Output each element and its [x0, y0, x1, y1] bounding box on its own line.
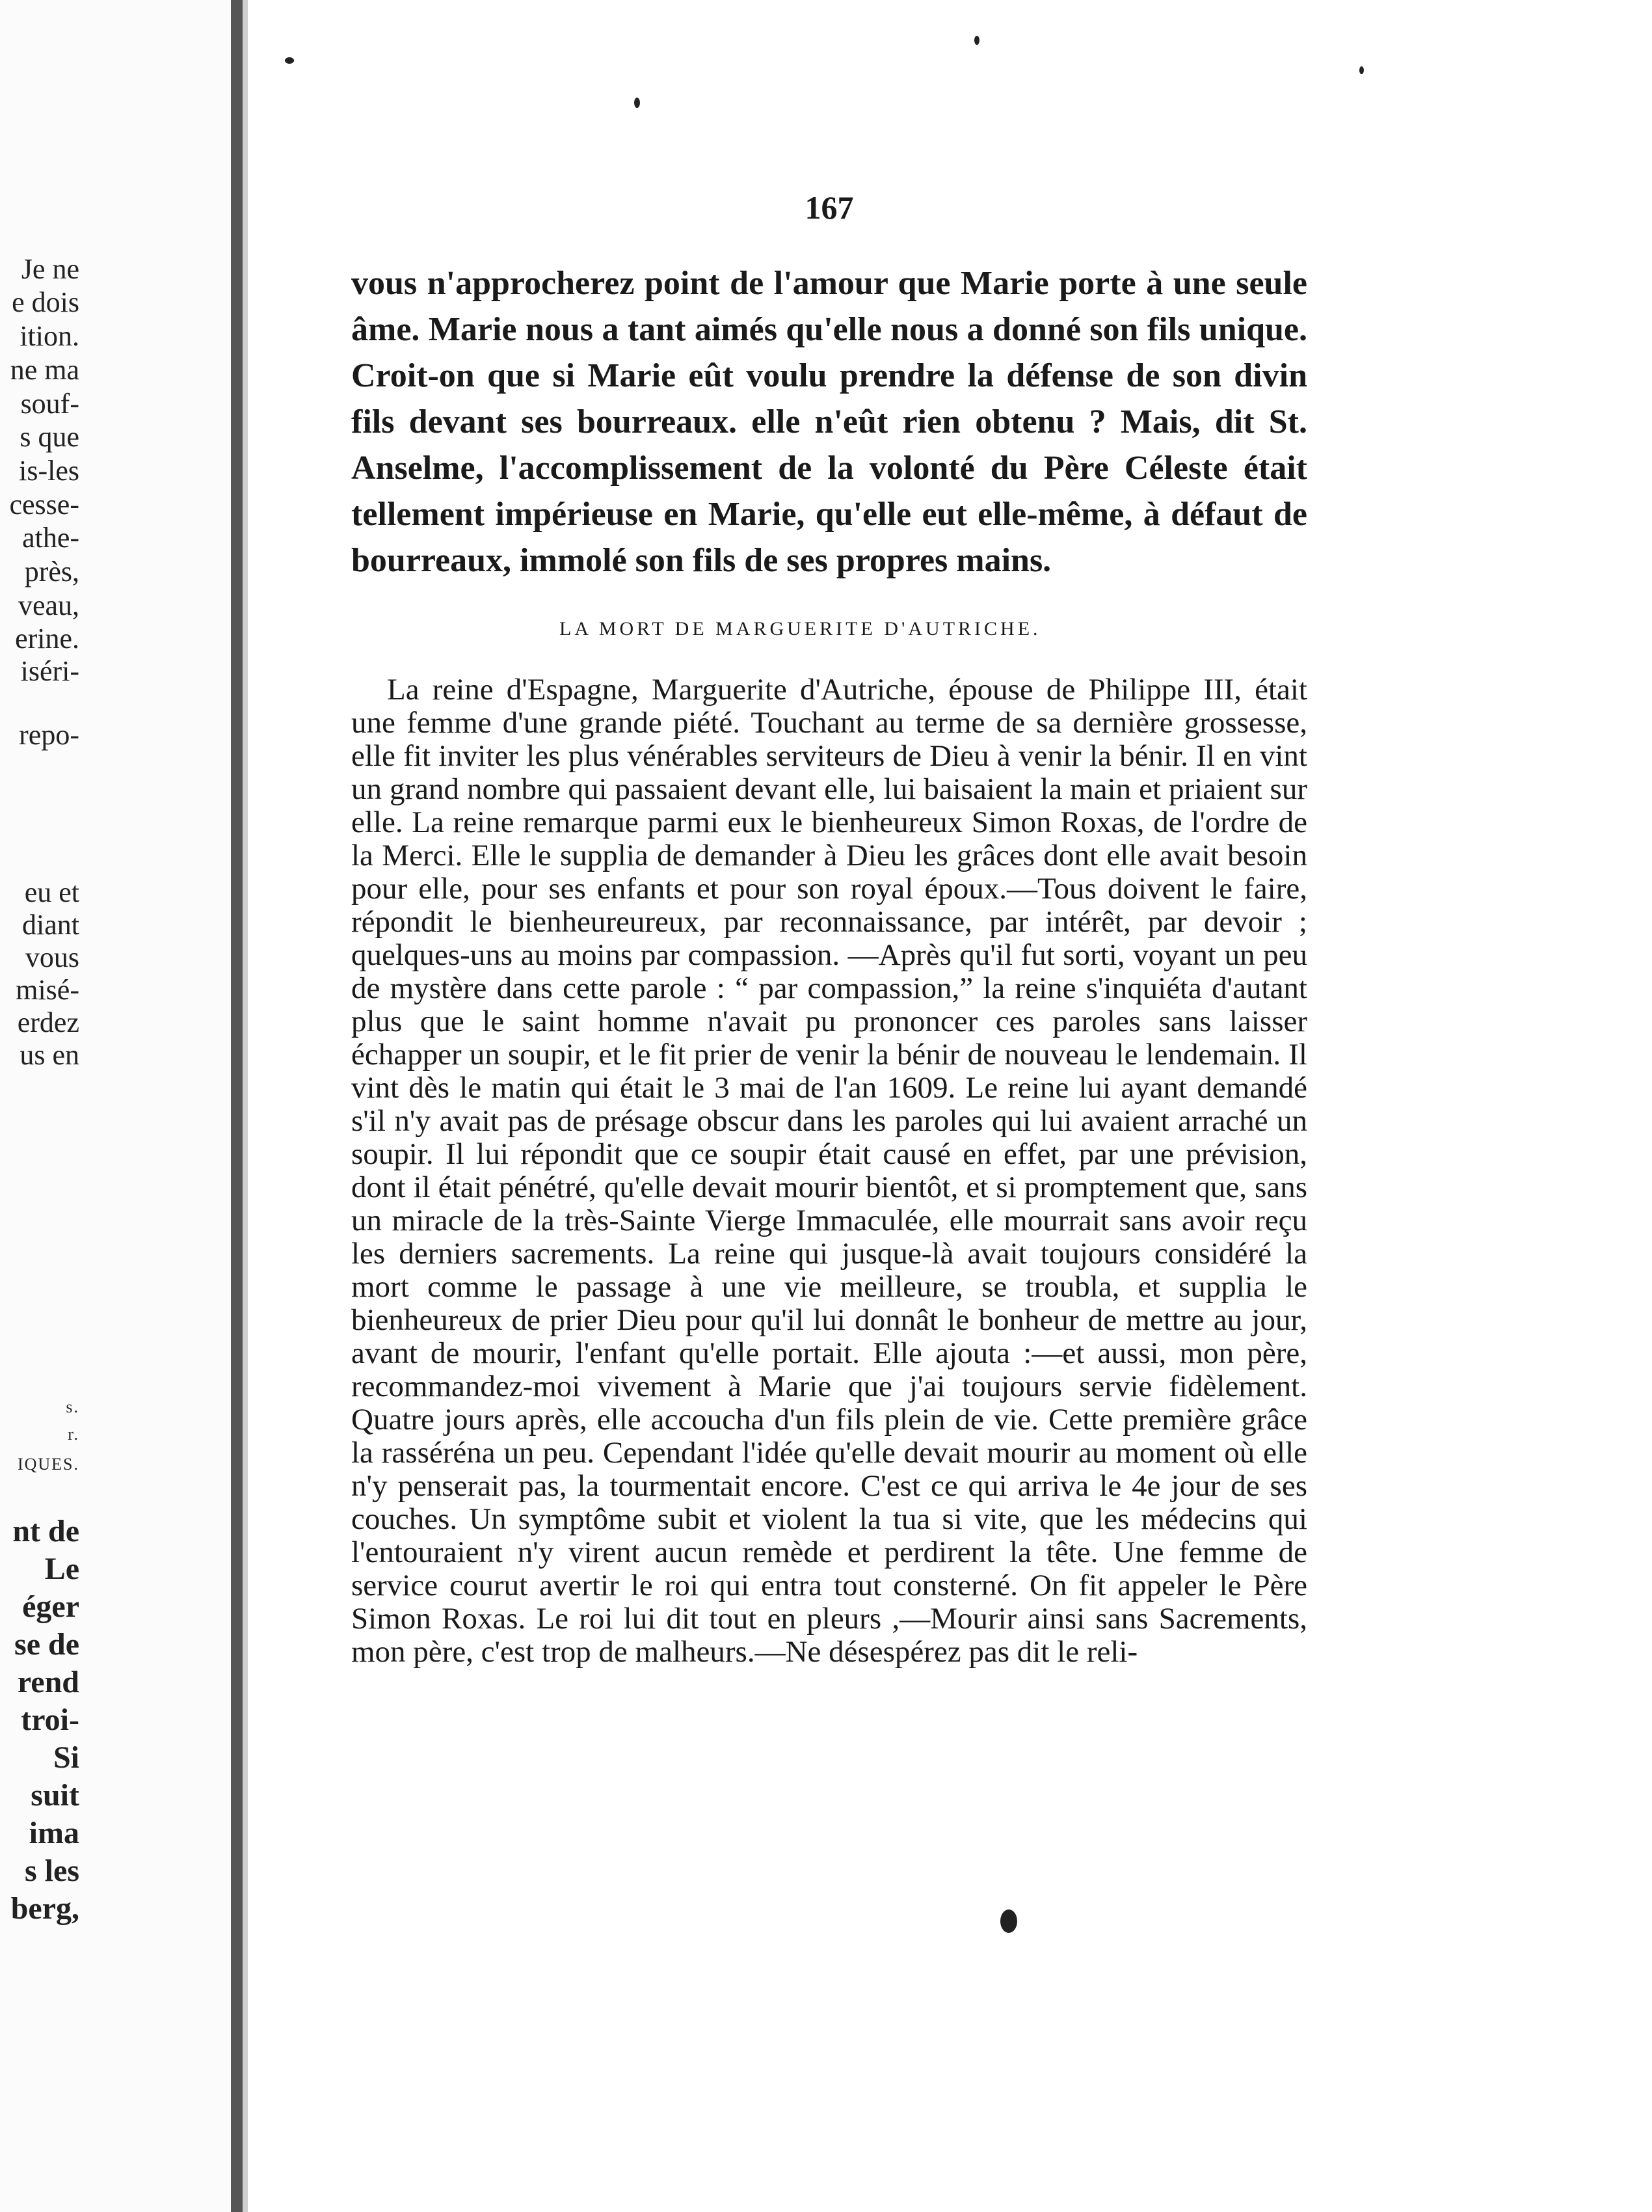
left-page-fragment: is-les	[19, 455, 79, 487]
left-page-fragment: ne ma	[10, 354, 79, 386]
left-page-fragment: iséri-	[20, 655, 79, 687]
ink-speck	[285, 57, 294, 64]
ink-speck	[974, 36, 979, 45]
ink-speck	[1359, 66, 1364, 74]
left-page-fragment: ition.	[20, 320, 79, 352]
ink-blot	[1000, 1909, 1017, 1933]
left-page-fragment: eu et	[24, 876, 79, 908]
left-page-fragment: souf-	[20, 388, 79, 420]
left-page-fragment: IQUES.	[17, 1455, 79, 1474]
section-heading: LA MORT DE MARGUERITE D'AUTRICHE.	[559, 618, 1041, 640]
left-page-fragment: suit	[31, 1778, 79, 1813]
left-page-fragment: misé-	[16, 974, 79, 1006]
left-page-fragment: erine.	[15, 623, 79, 654]
left-page-fragment: erdez	[17, 1006, 79, 1038]
left-page-edge	[0, 0, 234, 2212]
left-page-fragment: r.	[68, 1425, 79, 1444]
continued-paragraph: vous n'approcherez point de l'amour que Marie porte à une seule âme. Marie nous a tant aimés qu'elle nous a donné son fils unique. Croit-on que si Marie eût voulu prendre la défense de son divin fils devant ses bourreaux. elle n'eût rien obtenu ? Mais, dit St. Anselme, l'accomplissement de la volonté du Père Céleste était tellement impérieuse en Marie, qu'elle eut elle-même, à défaut de bourreaux, immolé son fils de ses propres mains.	[351, 265, 1307, 579]
left-page-fragment: diant	[22, 909, 79, 941]
left-page-fragment: athe-	[22, 522, 79, 554]
left-page-fragment: se de	[14, 1627, 79, 1662]
left-page-fragment: e dois	[12, 286, 79, 318]
book-gutter-shadow	[231, 0, 243, 2212]
left-page-fragment: Je ne	[21, 253, 79, 285]
left-page-fragment: Le	[44, 1552, 79, 1586]
left-page-fragment: s.	[66, 1397, 79, 1416]
left-page-fragment: us en	[20, 1039, 79, 1071]
left-page-fragment: berg,	[10, 1891, 79, 1926]
left-page-fragment: rend	[17, 1665, 79, 1699]
left-page-fragment: cesse-	[9, 489, 79, 520]
ink-speck	[634, 98, 640, 108]
left-page-fragment: s que	[20, 421, 79, 453]
section-body-text: La reine d'Espagne, Marguerite d'Autriche, épouse de Philippe III, était une femme d'une grande piété. Touchant au terme de sa dernière grossesse, elle fit inviter les plus vénérables serviteurs de Dieu à venir la bénir. Il en vint un grand nombre qui passaient devant elle, lui baisaient la main et priaient sur elle. La reine remarque parmi eux le bienheureux Simon Roxas, de l'ordre de la Merci. Elle le supplia de demander à Dieu les grâces dont elle avait besoin pour elle, pour ses enfants et pour son royal époux.—Tous doivent le faire, répondit le bienheureureux, par reconnaissance, par intérêt, par devoir ; quelques-uns au moins par compassion. —Après qu'il fut sorti, voyant un peu de mystère dans cette parole : “ par compassion,” la reine s'inquiéta d'autant plus que le saint homme n'avait pu prononcer ces paroles sans laisser échapper un soupir, et le fit prier de venir la bénir de nouveau le lendemain. Il vint dès le matin qui était le 3 mai de l'an 1609. Le reine lui ayant demandé s'il n'y avait pas de présage obscur dans les paroles qui lui avaient arraché un soupir. Il lui répondit que ce soupir était causé en effet, par une prévision, dont il était pénétré, qu'elle devait mourir bientôt, et si promptement que, sans un miracle de la très-Sainte Vierge Immaculée, elle mourrait sans avoir reçu les derniers sacrements. La reine qui jusque-là avait toujours considéré la mort comme le passage à une vie meilleure, se troubla, et supplia le bienheureux de prier Dieu pour qu'il lui donnât le bonheur de mettre au jour, avant de mourir, l'enfant qu'elle portait. Elle ajouta :—et aussi, mon père, recommandez-moi vivement à Marie que j'ai toujours servie fidèlement. Quatre jours après, elle accoucha d'un fils plein de vie. Cette première grâce la rasséréna un peu. Cependant l'idée qu'elle devait mourir au moment où elle n'y penserait pas, la tourmentait encore. C'est ce qui arriva le 4e jour de ses couches. Un symptôme subit et violent la tua si vite, que les médecins qui l'entouraient n'y virent aucun remède et perdirent la tête. Une femme de service courut avertir le roi qui entra tout consterné. On fit appeler le Père Simon Roxas. Le roi lui dit tout en pleurs ,—Mourir ainsi sans Sacrements, mon père, c'est trop de malheurs.—Ne désespérez pas dit le reli-	[351, 673, 1307, 1669]
left-page-fragment: ima	[29, 1816, 79, 1850]
page-number: 167	[805, 189, 854, 226]
left-page-fragment: près,	[24, 556, 79, 587]
left-page-fragment: s les	[25, 1854, 79, 1888]
left-page-fragment: veau,	[18, 589, 79, 621]
left-page-fragment: éger	[22, 1589, 79, 1624]
left-page-fragment: repo-	[19, 719, 79, 751]
left-page-fragment: vous	[25, 941, 79, 973]
left-page-fragment: troi-	[21, 1703, 79, 1737]
left-page-fragment: Si	[53, 1740, 79, 1775]
left-page-fragment: nt de	[12, 1514, 79, 1548]
book-gutter-edge	[243, 0, 248, 2212]
